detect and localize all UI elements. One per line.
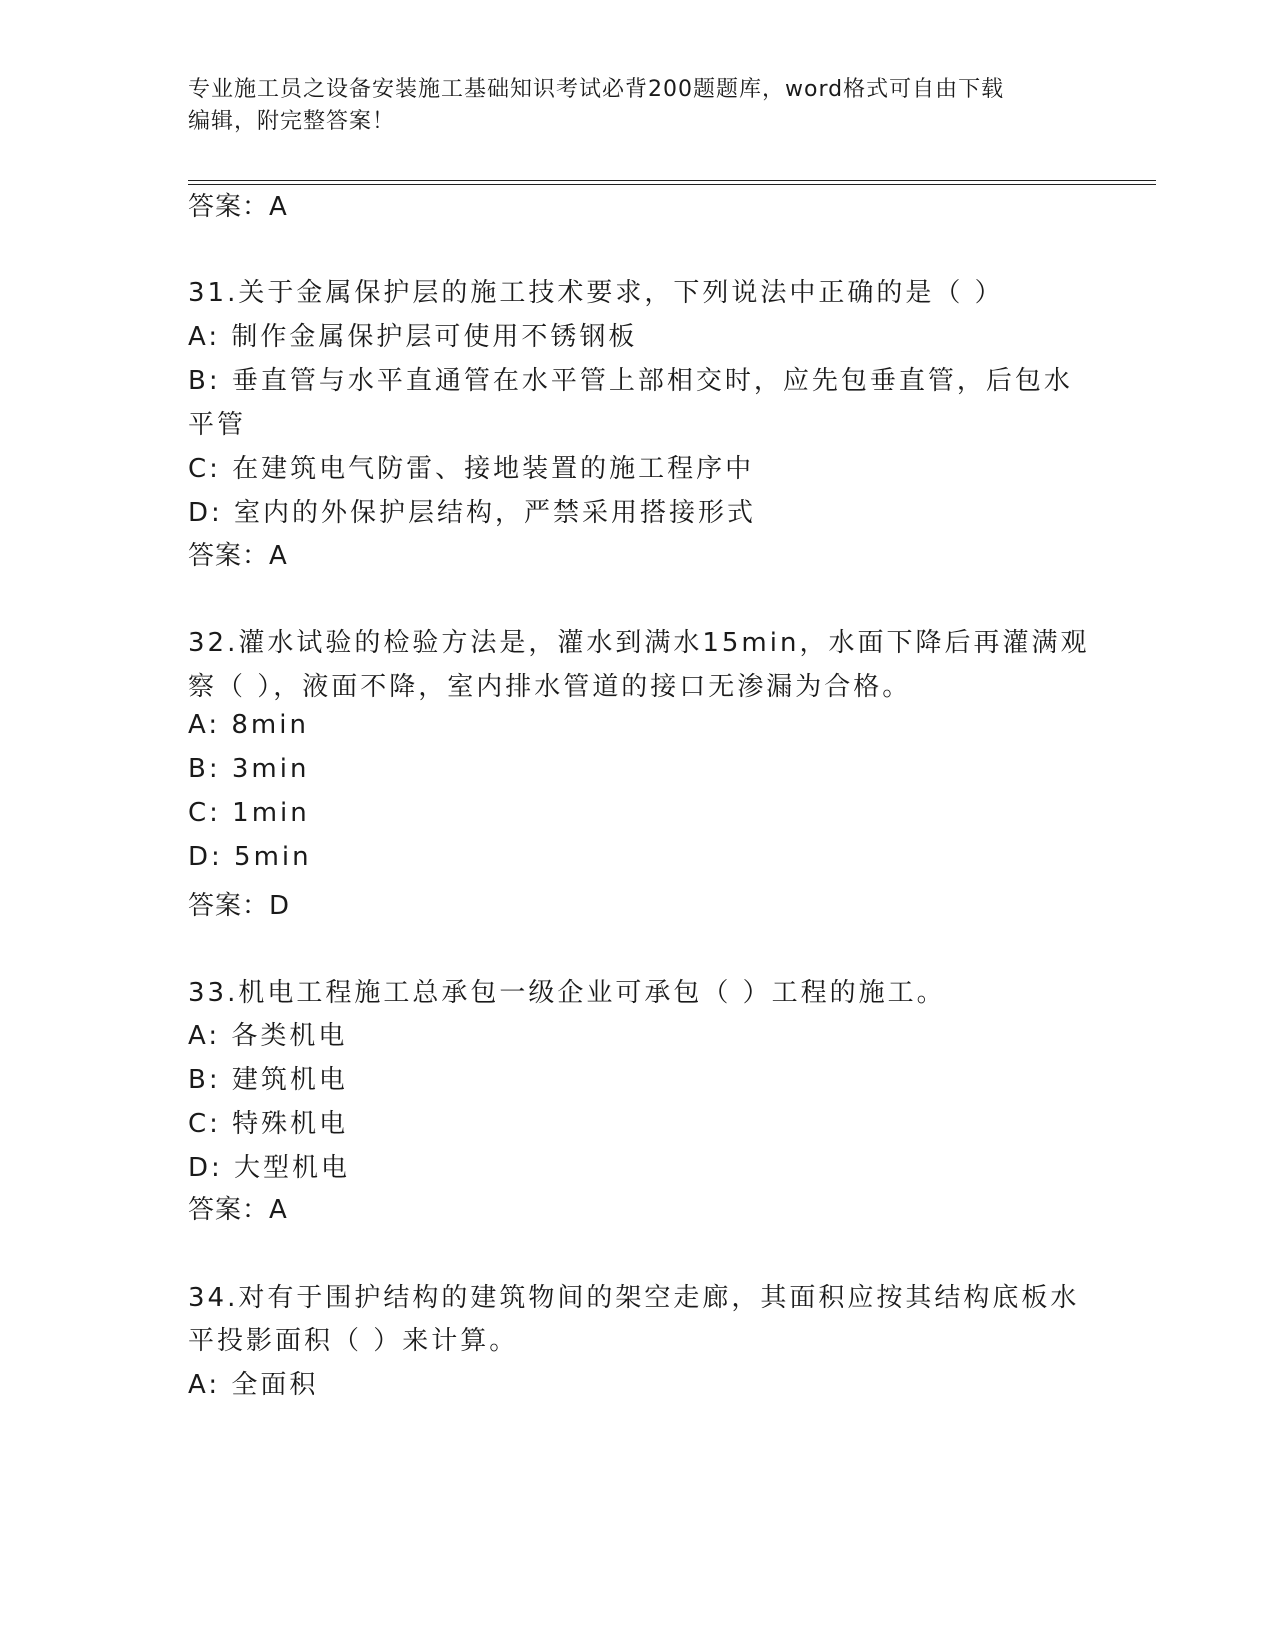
question-33-stem: 33.机电工程施工总承包一级企业可承包（ ）工程的施工。 (188, 978, 946, 1008)
header-line-1: 专业施工员之设备安装施工基础知识考试必背200题题库，word格式可自由下载 (188, 77, 1005, 102)
answer-q33: 答案：A (188, 1195, 288, 1225)
question-34-option-a: A: 全面积 (188, 1370, 319, 1400)
question-34-stem: 34.对有于围护结构的建筑物间的架空走廊，其面积应按其结构底板水 (188, 1283, 1080, 1313)
header-divider-thin (188, 180, 1156, 181)
question-32-stem: 32.灌水试验的检验方法是，灌水到满水15min，水面下降后再灌满观 (188, 628, 1090, 658)
question-32-option-a: A: 8min (188, 710, 309, 740)
question-31-option-a: A: 制作金属保护层可使用不锈钢板 (188, 322, 638, 352)
header-divider-thick (188, 184, 1156, 185)
answer-q30: 答案：A (188, 192, 288, 222)
question-33-option-c: C: 特殊机电 (188, 1109, 349, 1139)
question-31-option-b: B: 垂直管与水平直通管在水平管上部相交时，应先包垂直管，后包水 (188, 366, 1073, 396)
question-32-stem-cont: 察（ ），液面不降，室内排水管道的接口无渗漏为合格。 (188, 672, 912, 702)
question-32-option-b: B: 3min (188, 754, 310, 784)
question-32-option-d: D: 5min (188, 842, 312, 872)
question-33-option-b: B: 建筑机电 (188, 1065, 348, 1095)
header-line-2: 编辑，附完整答案！ (188, 109, 396, 134)
document-header (188, 74, 1088, 138)
answer-q32: 答案：D (188, 891, 291, 921)
question-31-option-d: D: 室内的外保护层结构，严禁采用搭接形式 (188, 498, 757, 528)
question-33-option-d: D: 大型机电 (188, 1153, 351, 1183)
question-32-option-c: C: 1min (188, 798, 310, 828)
question-31-option-b-cont: 平管 (188, 410, 247, 440)
question-34-stem-cont: 平投影面积（ ）来计算。 (188, 1326, 519, 1356)
answer-q31: 答案：A (188, 541, 288, 571)
question-31-option-c: C: 在建筑电气防雷、接地装置的施工程序中 (188, 454, 755, 484)
question-31-stem: 31.关于金属保护层的施工技术要求，下列说法中正确的是（ ） (188, 278, 1004, 308)
question-33-option-a: A: 各类机电 (188, 1021, 348, 1051)
